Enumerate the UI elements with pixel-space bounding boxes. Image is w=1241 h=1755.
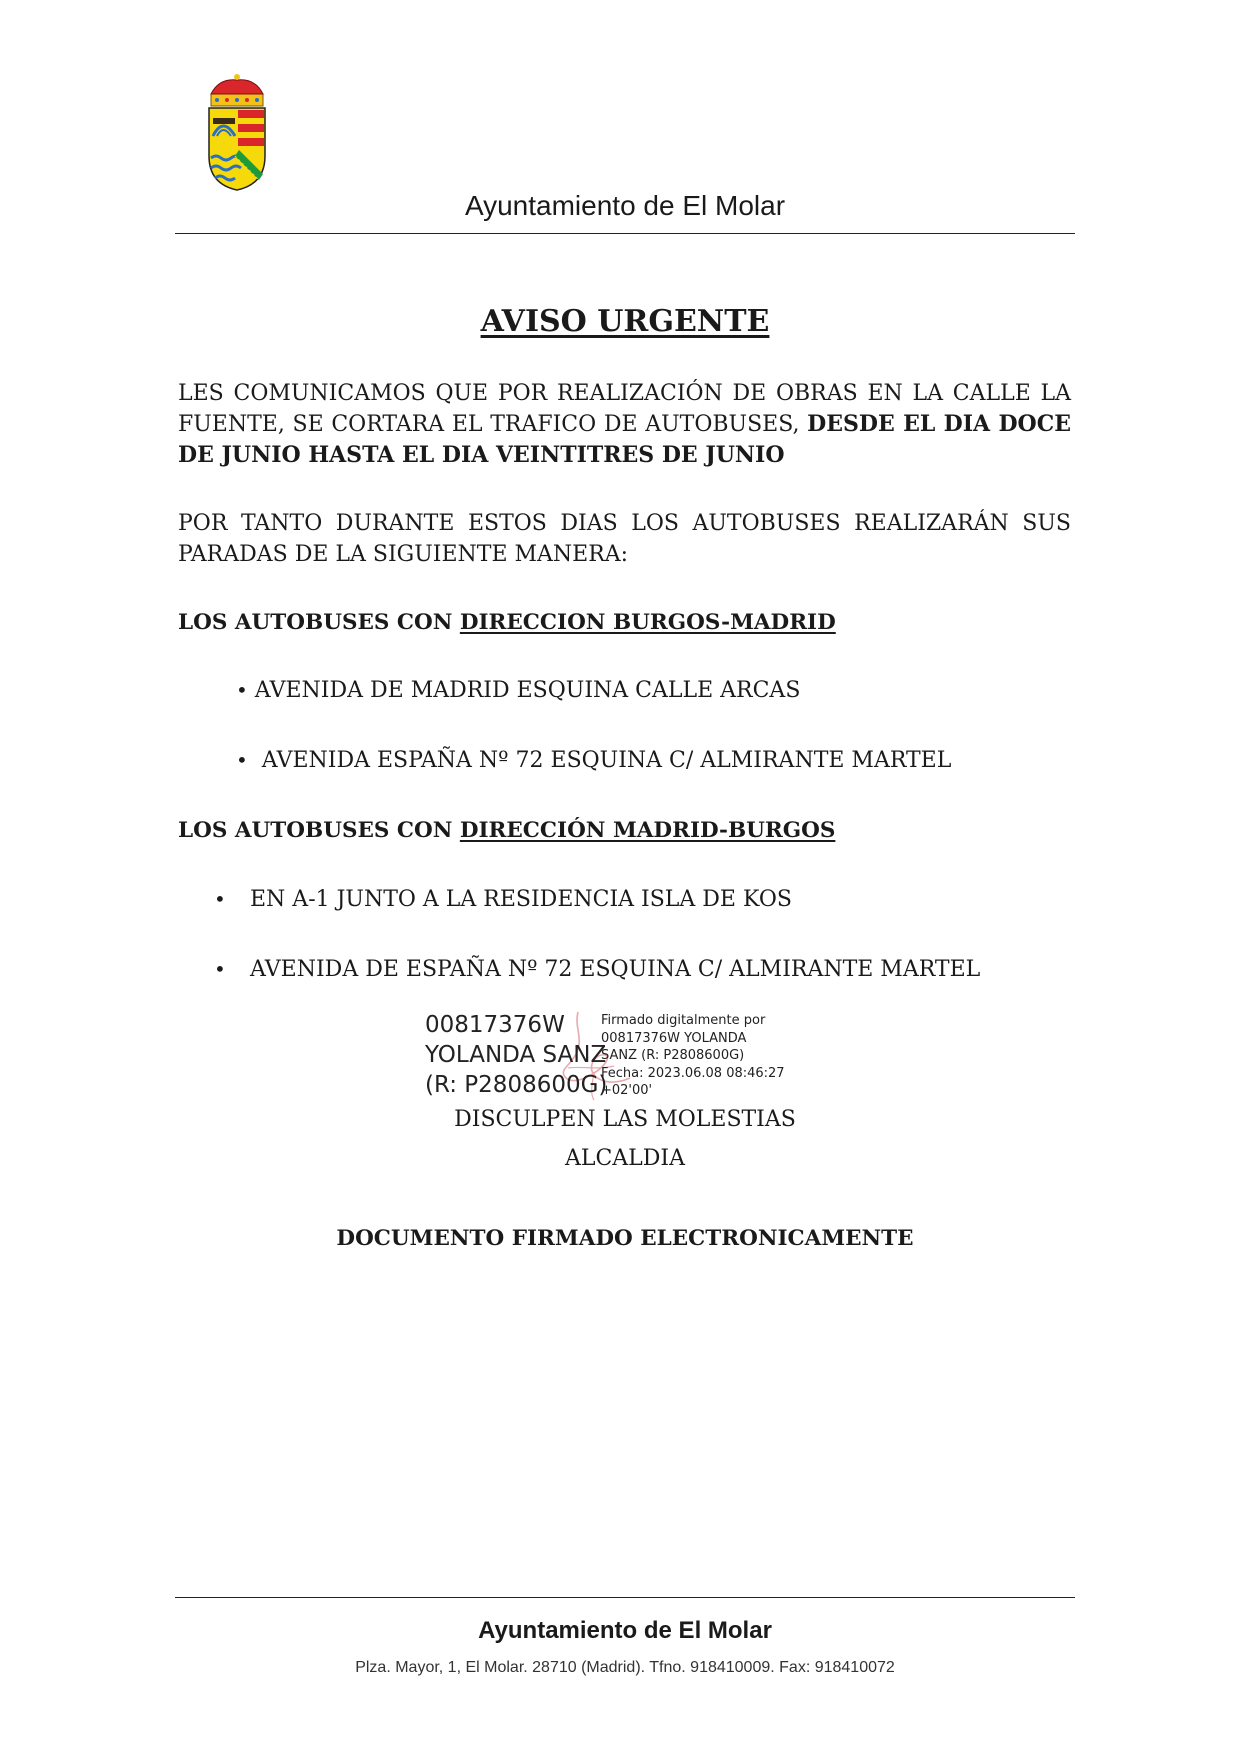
footer-org-name: Ayuntamiento de El Molar [478, 1617, 772, 1644]
second-paragraph: POR TANTO DURANTE ESTOS DIAS LOS AUTOBUSES REALIZARÁN SUS PARADAS DE LA SIGUIENTE MANERA: [178, 511, 1071, 567]
e-signed-notice: DOCUMENTO FIRMADO ELECTRONICAMENTE [336, 1226, 914, 1251]
signature-detail-line: Fecha: 2023.06.08 08:46:27 [601, 1065, 785, 1081]
list-item [236, 678, 800, 703]
header-divider [175, 233, 1075, 234]
apology-text: DISCULPEN LAS MOLESTIAS [454, 1107, 796, 1132]
signature-registry: (R: P2808600G) [425, 1072, 608, 1098]
bullet-icon: • [214, 957, 226, 981]
signature-details [601, 1012, 785, 1100]
bullet-icon: • [236, 748, 248, 772]
notice-title: AVISO URGENTE [480, 304, 770, 339]
signer-text: ALCALDIA [564, 1146, 686, 1171]
bullet-icon: • [214, 887, 226, 911]
footer-address: Plza. Mayor, 1, El Molar. 28710 (Madrid). Tfno. 918410009. Fax: 918410072 [355, 1659, 895, 1676]
signature-detail-line: Firmado digitalmente por [601, 1013, 766, 1028]
section-heading-burgos-madrid [178, 610, 836, 635]
list-item [214, 887, 792, 912]
bullet-icon: • [236, 678, 248, 702]
list-item [236, 748, 951, 773]
intro-bold-text: DESDE EL DIA DOCE DE JUNIO HASTA EL DIA VEINTITRES DE JUNIO [178, 411, 1071, 468]
section-prefix: LOS AUTOBUSES CON [178, 610, 460, 635]
signature-detail-line: SANZ (R: P2808600G) [601, 1048, 745, 1063]
stop-text: AVENIDA ESPAÑA Nº 72 ESQUINA C/ ALMIRANTE MARTEL [261, 748, 952, 773]
signature-detail-line: +02'00' [601, 1083, 653, 1098]
intro-paragraph [178, 378, 1071, 471]
signature-fullname: YOLANDA SANZ [425, 1042, 607, 1068]
signature-detail-line: 00817376W YOLANDA [601, 1030, 747, 1046]
stop-text: AVENIDA DE ESPAÑA Nº 72 ESQUINA C/ ALMIRANTE MARTEL [250, 957, 981, 982]
section-heading-madrid-burgos [178, 818, 835, 843]
header-org-name: Ayuntamiento de El Molar [464, 190, 786, 221]
section-direction: DIRECCIÓN MADRID-BURGOS [459, 818, 836, 843]
list-item [214, 957, 980, 982]
section-prefix: LOS AUTOBUSES CON [178, 818, 460, 843]
intro-plain-text: LES COMUNICAMOS QUE POR REALIZACIÓN DE OBRAS EN LA CALLE LA FUENTE, SE CORTARA EL TRAFICO DE AUTOBUSES, [178, 381, 1071, 437]
footer-divider [175, 1597, 1075, 1598]
signature-name [425, 1010, 607, 1100]
stop-text: AVENIDA DE MADRID ESQUINA CALLE ARCAS [254, 678, 801, 703]
stop-text: EN A-1 JUNTO A LA RESIDENCIA ISLA DE KOS [250, 887, 792, 912]
signature-id: 00817376W [425, 1012, 565, 1038]
section-direction: DIRECCION BURGOS-MADRID [459, 610, 836, 635]
coat-of-arms-icon [205, 74, 269, 192]
